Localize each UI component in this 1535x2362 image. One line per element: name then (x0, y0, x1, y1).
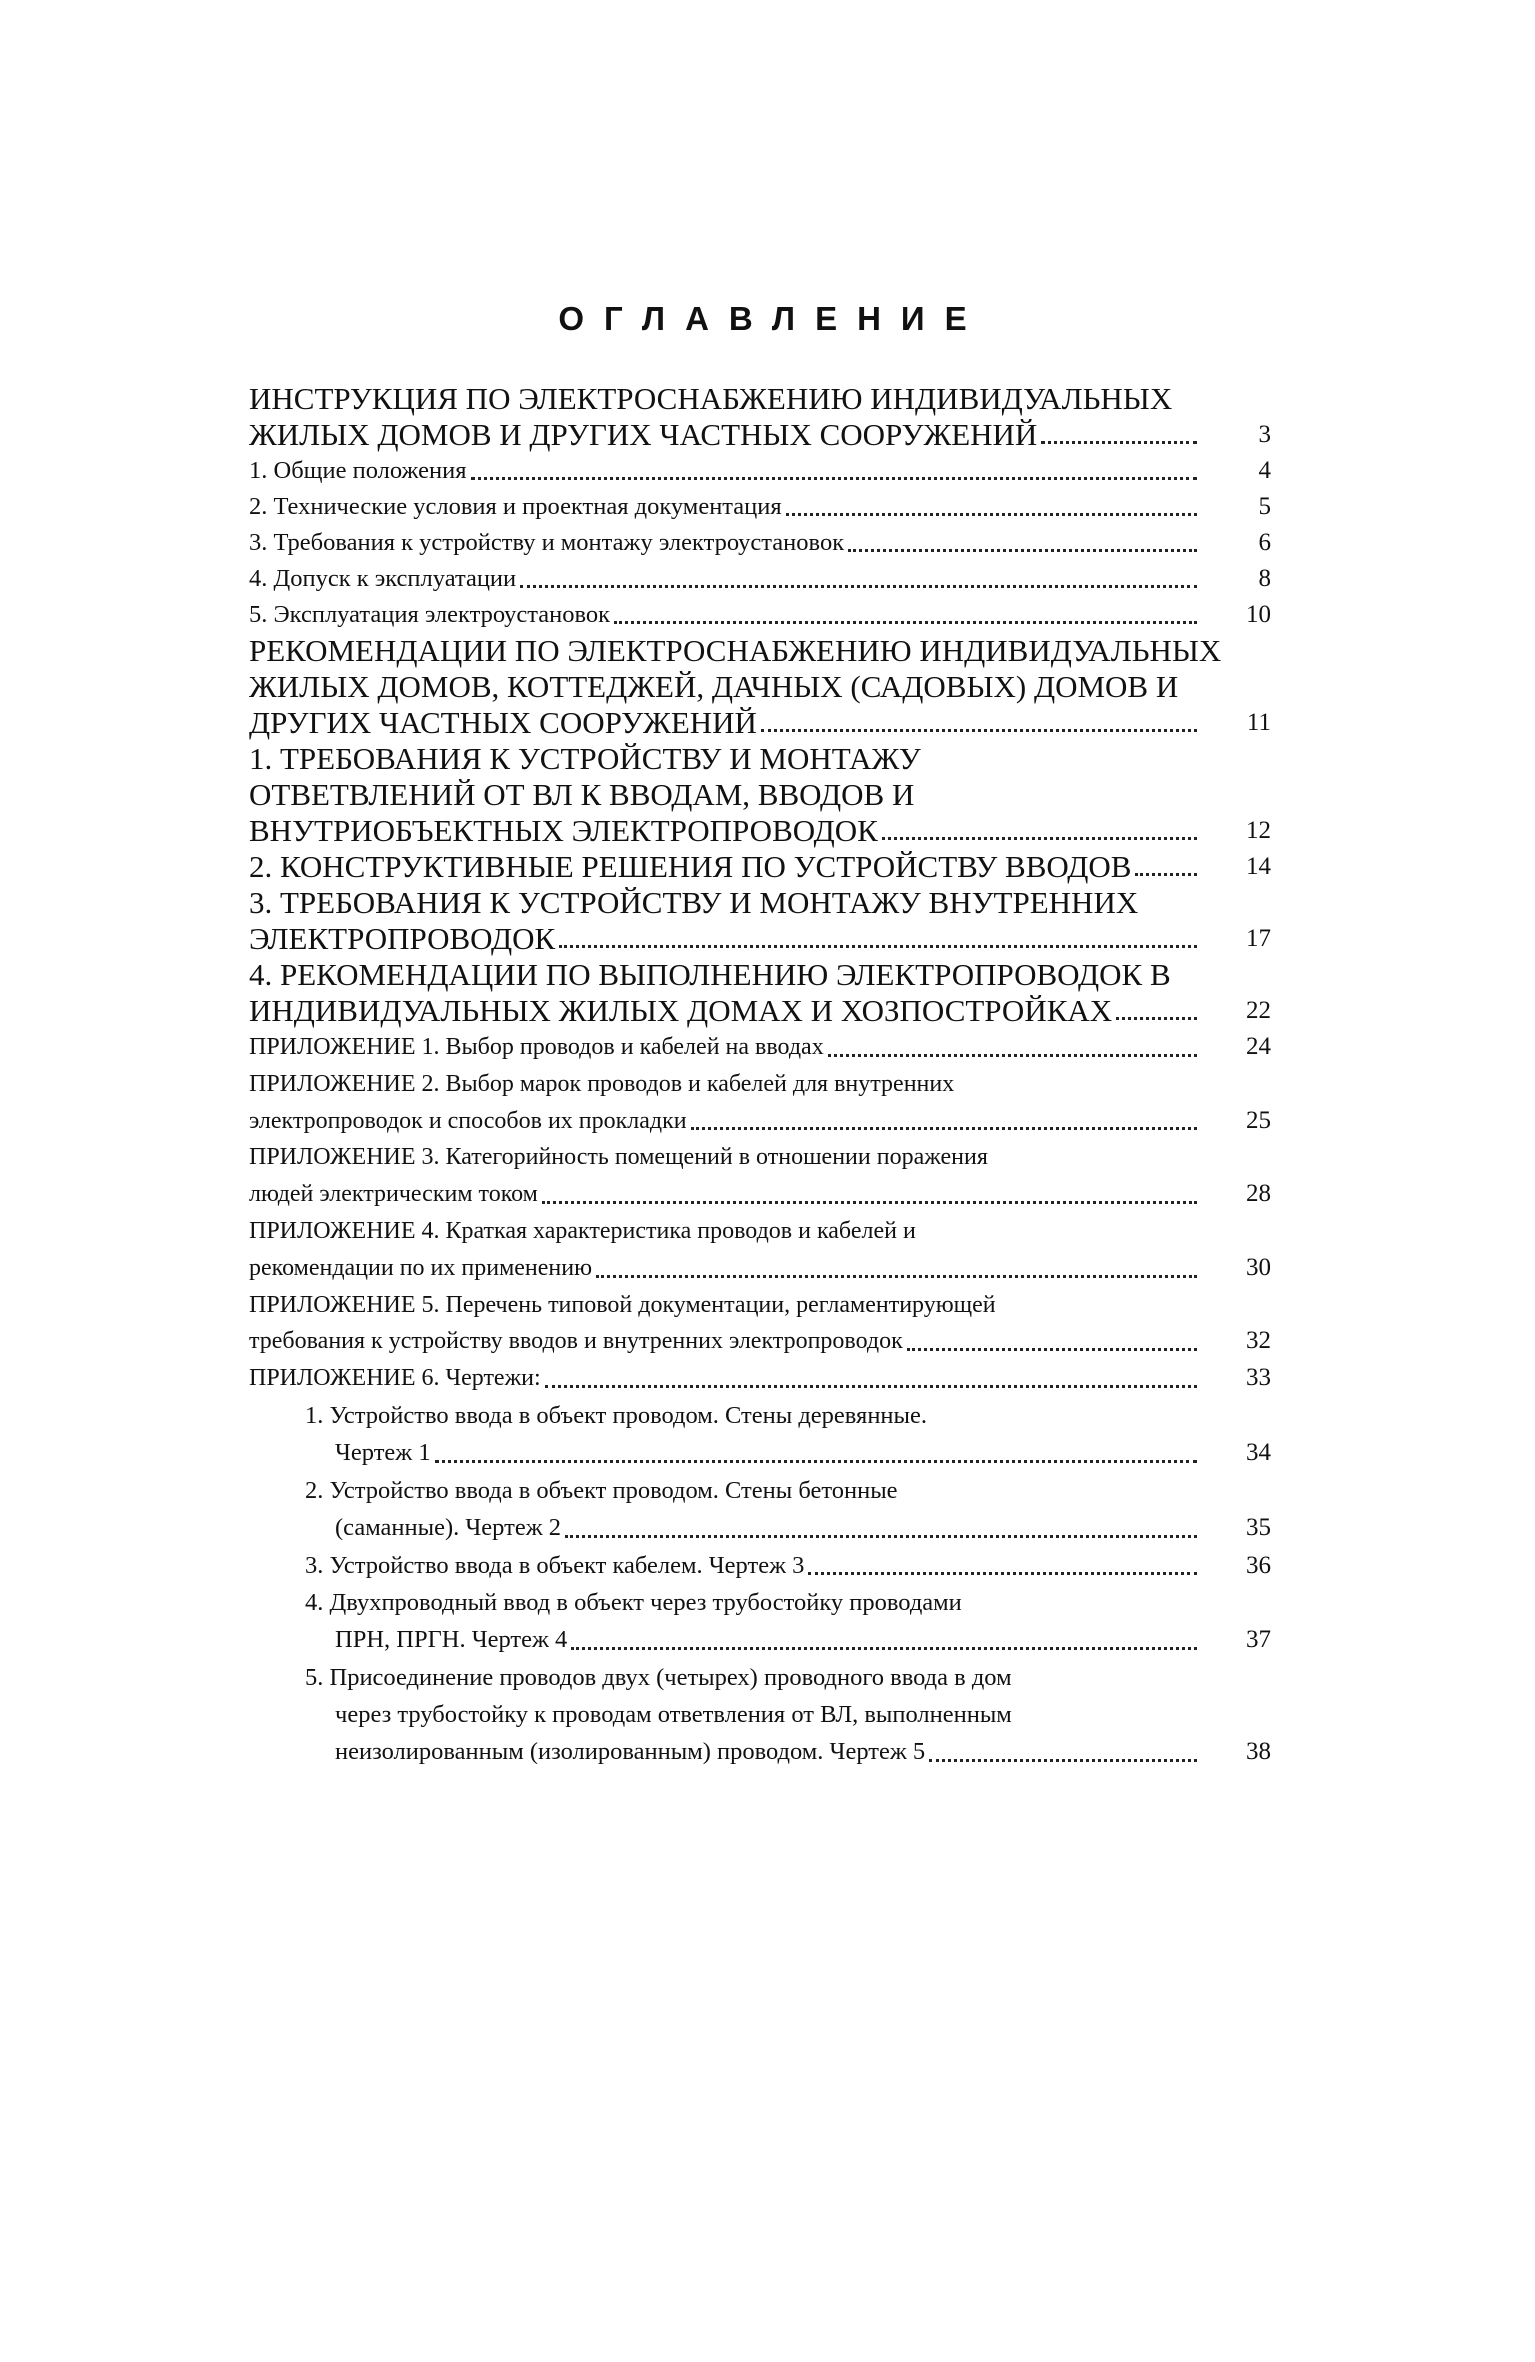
toc-entry-text: 2. Устройство ввода в объект проводом. Стены бетонные (305, 1476, 898, 1504)
dot-leader (786, 513, 1197, 516)
toc-line (305, 1621, 1271, 1658)
page-number: 22 (1246, 997, 1271, 1024)
toc-line (305, 1509, 1271, 1546)
toc-line (249, 561, 1271, 597)
dot-leader (614, 621, 1197, 624)
toc-entry-text: 2. КОНСТРУКТИВНЫЕ РЕШЕНИЯ ПО УСТРОЙСТВУ ВВОДОВ (249, 849, 1132, 884)
toc-line (249, 1213, 1271, 1250)
toc-line (249, 705, 1271, 741)
toc-entry (249, 1360, 1271, 1397)
page-number: 28 (1246, 1180, 1271, 1208)
toc-entry-text: 1. Общие положения (249, 457, 467, 484)
toc-line (249, 597, 1271, 633)
dot-leader (542, 1201, 1197, 1204)
toc-entry-text: рекомендации по их применению (249, 1254, 593, 1281)
toc-entry-text: ПРН, ПРГН. Чертеж 4 (335, 1626, 568, 1654)
page-number: 4 (1258, 457, 1271, 484)
toc-entry-text: ИНДИВИДУАЛЬНЫХ ЖИЛЫХ ДОМАХ И ХОЗПОСТРОЙКАХ (249, 993, 1113, 1028)
dot-leader (596, 1275, 1197, 1278)
toc-entry-text: ЭЛЕКТРОПРОВОДОК (249, 921, 556, 956)
page-number: 37 (1246, 1626, 1271, 1654)
toc-line (249, 525, 1271, 561)
toc-entry-text: ВНУТРИОБЪЕКТНЫХ ЭЛЕКТРОПРОВОДОК (249, 813, 878, 848)
toc-line (305, 1397, 1271, 1434)
toc-line (249, 1029, 1271, 1066)
toc-line (249, 993, 1271, 1029)
toc-line (249, 489, 1271, 525)
toc-entry-text: (саманные). Чертеж 2 (335, 1514, 561, 1542)
toc-entry (249, 597, 1271, 633)
toc-line (305, 1659, 1271, 1696)
toc-entry (249, 1029, 1271, 1066)
toc-entry (249, 849, 1271, 885)
page-number: 12 (1246, 817, 1271, 844)
toc-entry-text: неизолированным (изолированным) проводом. Чертеж 5 (335, 1738, 926, 1766)
page-number: 25 (1246, 1106, 1271, 1134)
toc-line (249, 1103, 1271, 1140)
page-number: 14 (1246, 853, 1271, 880)
page-number: 36 (1246, 1551, 1271, 1579)
toc-line (249, 1323, 1271, 1360)
toc-entry-text: 5. Присоединение проводов двух (четырех) проводного ввода в дом (305, 1663, 1012, 1691)
toc-entry-text: ПРИЛОЖЕНИЕ 3. Категорийность помещений в отношении поражения (249, 1144, 988, 1171)
toc-line (305, 1733, 1271, 1770)
page-title: ОГЛАВЛЕНИЕ (558, 300, 987, 337)
dot-leader (808, 1572, 1197, 1575)
table-of-contents (249, 381, 1271, 1771)
toc-entry-text: ДРУГИХ ЧАСТНЫХ СООРУЖЕНИЙ (249, 705, 757, 740)
toc-entry-text: ЖИЛЫХ ДОМОВ И ДРУГИХ ЧАСТНЫХ СООРУЖЕНИЙ (249, 417, 1038, 452)
dot-leader (545, 1385, 1197, 1388)
toc-entry (249, 561, 1271, 597)
toc-entry (305, 1584, 1271, 1659)
toc-line (249, 1250, 1271, 1287)
toc-line (249, 921, 1271, 957)
toc-entry-text: 1. Устройство ввода в объект проводом. Стены деревянные. (305, 1401, 927, 1429)
dot-leader (929, 1759, 1197, 1762)
toc-entry-text: 3. Устройство ввода в объект кабелем. Чертеж 3 (305, 1551, 805, 1579)
toc-entry-text: людей электрическим током (249, 1181, 538, 1208)
toc-entry-text: 2. Технические условия и проектная документация (249, 493, 782, 520)
toc-entry (249, 453, 1271, 489)
toc-line (249, 669, 1271, 705)
toc-entry-text: ОТВЕТВЛЕНИЙ ОТ ВЛ К ВВОДАМ, ВВОДОВ И (249, 777, 915, 812)
page-number: 30 (1246, 1253, 1271, 1281)
toc-entry-text: ПРИЛОЖЕНИЕ 1. Выбор проводов и кабелей на вводах (249, 1034, 824, 1060)
toc-entry-text: ЖИЛЫХ ДОМОВ, КОТТЕДЖЕЙ, ДАЧНЫХ (САДОВЫХ) ДОМОВ И (249, 669, 1179, 704)
toc-entry-text: 4. Допуск к эксплуатации (249, 565, 517, 592)
toc-entry-text: ИНСТРУКЦИЯ ПО ЭЛЕКТРОСНАБЖЕНИЮ ИНДИВИДУАЛЬНЫХ (249, 381, 1173, 416)
dot-leader (559, 945, 1197, 948)
toc-entry (249, 741, 1271, 849)
dot-leader (848, 549, 1197, 552)
page-number: 5 (1258, 493, 1271, 520)
toc-line (305, 1434, 1271, 1471)
toc-entry (249, 489, 1271, 525)
dot-leader (1116, 1017, 1197, 1020)
page-number: 34 (1246, 1439, 1271, 1467)
dot-leader (907, 1348, 1197, 1351)
toc-entry (249, 885, 1271, 957)
page-number: 33 (1246, 1364, 1271, 1392)
toc-line (249, 885, 1271, 921)
toc-line (249, 1360, 1271, 1397)
toc-entry-text: Чертеж 1 (335, 1439, 431, 1467)
toc-line (305, 1472, 1271, 1509)
dot-leader (571, 1647, 1197, 1650)
toc-entry-text: 3. Требования к устройству и монтажу электроустановок (249, 529, 845, 556)
toc-entry-text: ПРИЛОЖЕНИЕ 4. Краткая характеристика проводов и кабелей и (249, 1217, 916, 1244)
dot-leader (828, 1054, 1197, 1057)
page-number: 32 (1246, 1327, 1271, 1355)
toc-entry-text: через трубостойку к проводам ответвления от ВЛ, выполненным (335, 1701, 1012, 1729)
page-number: 17 (1246, 925, 1271, 952)
page-number: 8 (1258, 565, 1271, 592)
toc-entry-text: РЕКОМЕНДАЦИИ ПО ЭЛЕКТРОСНАБЖЕНИЮ ИНДИВИДУАЛЬНЫХ (249, 633, 1222, 668)
dot-leader (761, 729, 1197, 732)
dot-leader (1135, 873, 1197, 876)
toc-entry-text: электропроводок и способов их прокладки (249, 1107, 687, 1134)
toc-line (249, 849, 1271, 885)
toc-line (249, 453, 1271, 489)
toc-line (305, 1584, 1271, 1621)
dot-leader (691, 1127, 1197, 1130)
page-number: 11 (1246, 709, 1271, 736)
toc-entry (249, 1066, 1271, 1140)
toc-entry-text: 4. Двухпроводный ввод в объект через трубостойку проводами (305, 1588, 962, 1616)
dot-leader (882, 837, 1197, 840)
toc-entry (249, 1287, 1271, 1361)
toc-line (249, 777, 1271, 813)
toc-entry-text: 4. РЕКОМЕНДАЦИИ ПО ВЫПОЛНЕНИЮ ЭЛЕКТРОПРОВОДОК В (249, 957, 1171, 992)
page-number: 6 (1258, 529, 1271, 556)
toc-line (249, 381, 1271, 417)
dot-leader (520, 585, 1197, 588)
toc-line (249, 1139, 1271, 1176)
page-number: 38 (1246, 1738, 1271, 1766)
toc-line (249, 417, 1271, 453)
dot-leader (435, 1460, 1197, 1463)
toc-entry (305, 1472, 1271, 1547)
toc-entry-text: ПРИЛОЖЕНИЕ 6. Чертежи: (249, 1365, 541, 1392)
toc-entry-text: требования к устройству вводов и внутренних электропроводок (249, 1328, 903, 1355)
toc-entry-text: 1. ТРЕБОВАНИЯ К УСТРОЙСТВУ И МОНТАЖУ (249, 741, 921, 776)
toc-entry-text: ПРИЛОЖЕНИЕ 5. Перечень типовой документации, регламентирующей (249, 1291, 996, 1318)
toc-entry (249, 957, 1271, 1029)
toc-entry (249, 525, 1271, 561)
toc-line (249, 813, 1271, 849)
toc-line (249, 741, 1271, 777)
toc-entry (305, 1397, 1271, 1472)
toc-line (249, 957, 1271, 993)
toc-line (249, 1287, 1271, 1324)
toc-entry (249, 1139, 1271, 1213)
page-number: 3 (1258, 421, 1271, 448)
toc-entry-text: 3. ТРЕБОВАНИЯ К УСТРОЙСТВУ И МОНТАЖУ ВНУТРЕННИХ (249, 885, 1139, 920)
dot-leader (565, 1535, 1197, 1538)
toc-line (249, 633, 1271, 669)
toc-line (249, 1066, 1271, 1103)
toc-entry-text: ПРИЛОЖЕНИЕ 2. Выбор марок проводов и кабелей для внутренних (249, 1070, 955, 1097)
toc-entry (305, 1547, 1271, 1584)
toc-entry (249, 1213, 1271, 1287)
toc-line (249, 1176, 1271, 1213)
toc-line (305, 1696, 1271, 1733)
toc-line (305, 1547, 1271, 1584)
dot-leader (1041, 441, 1197, 444)
page-number: 24 (1246, 1033, 1271, 1060)
toc-entry (305, 1659, 1271, 1771)
toc-entry (249, 633, 1271, 741)
dot-leader (471, 477, 1197, 480)
page-number: 35 (1246, 1514, 1271, 1542)
page-number: 10 (1246, 601, 1271, 628)
toc-entry-text: 5. Эксплуатация электроустановок (249, 601, 611, 628)
toc-entry (249, 381, 1271, 453)
